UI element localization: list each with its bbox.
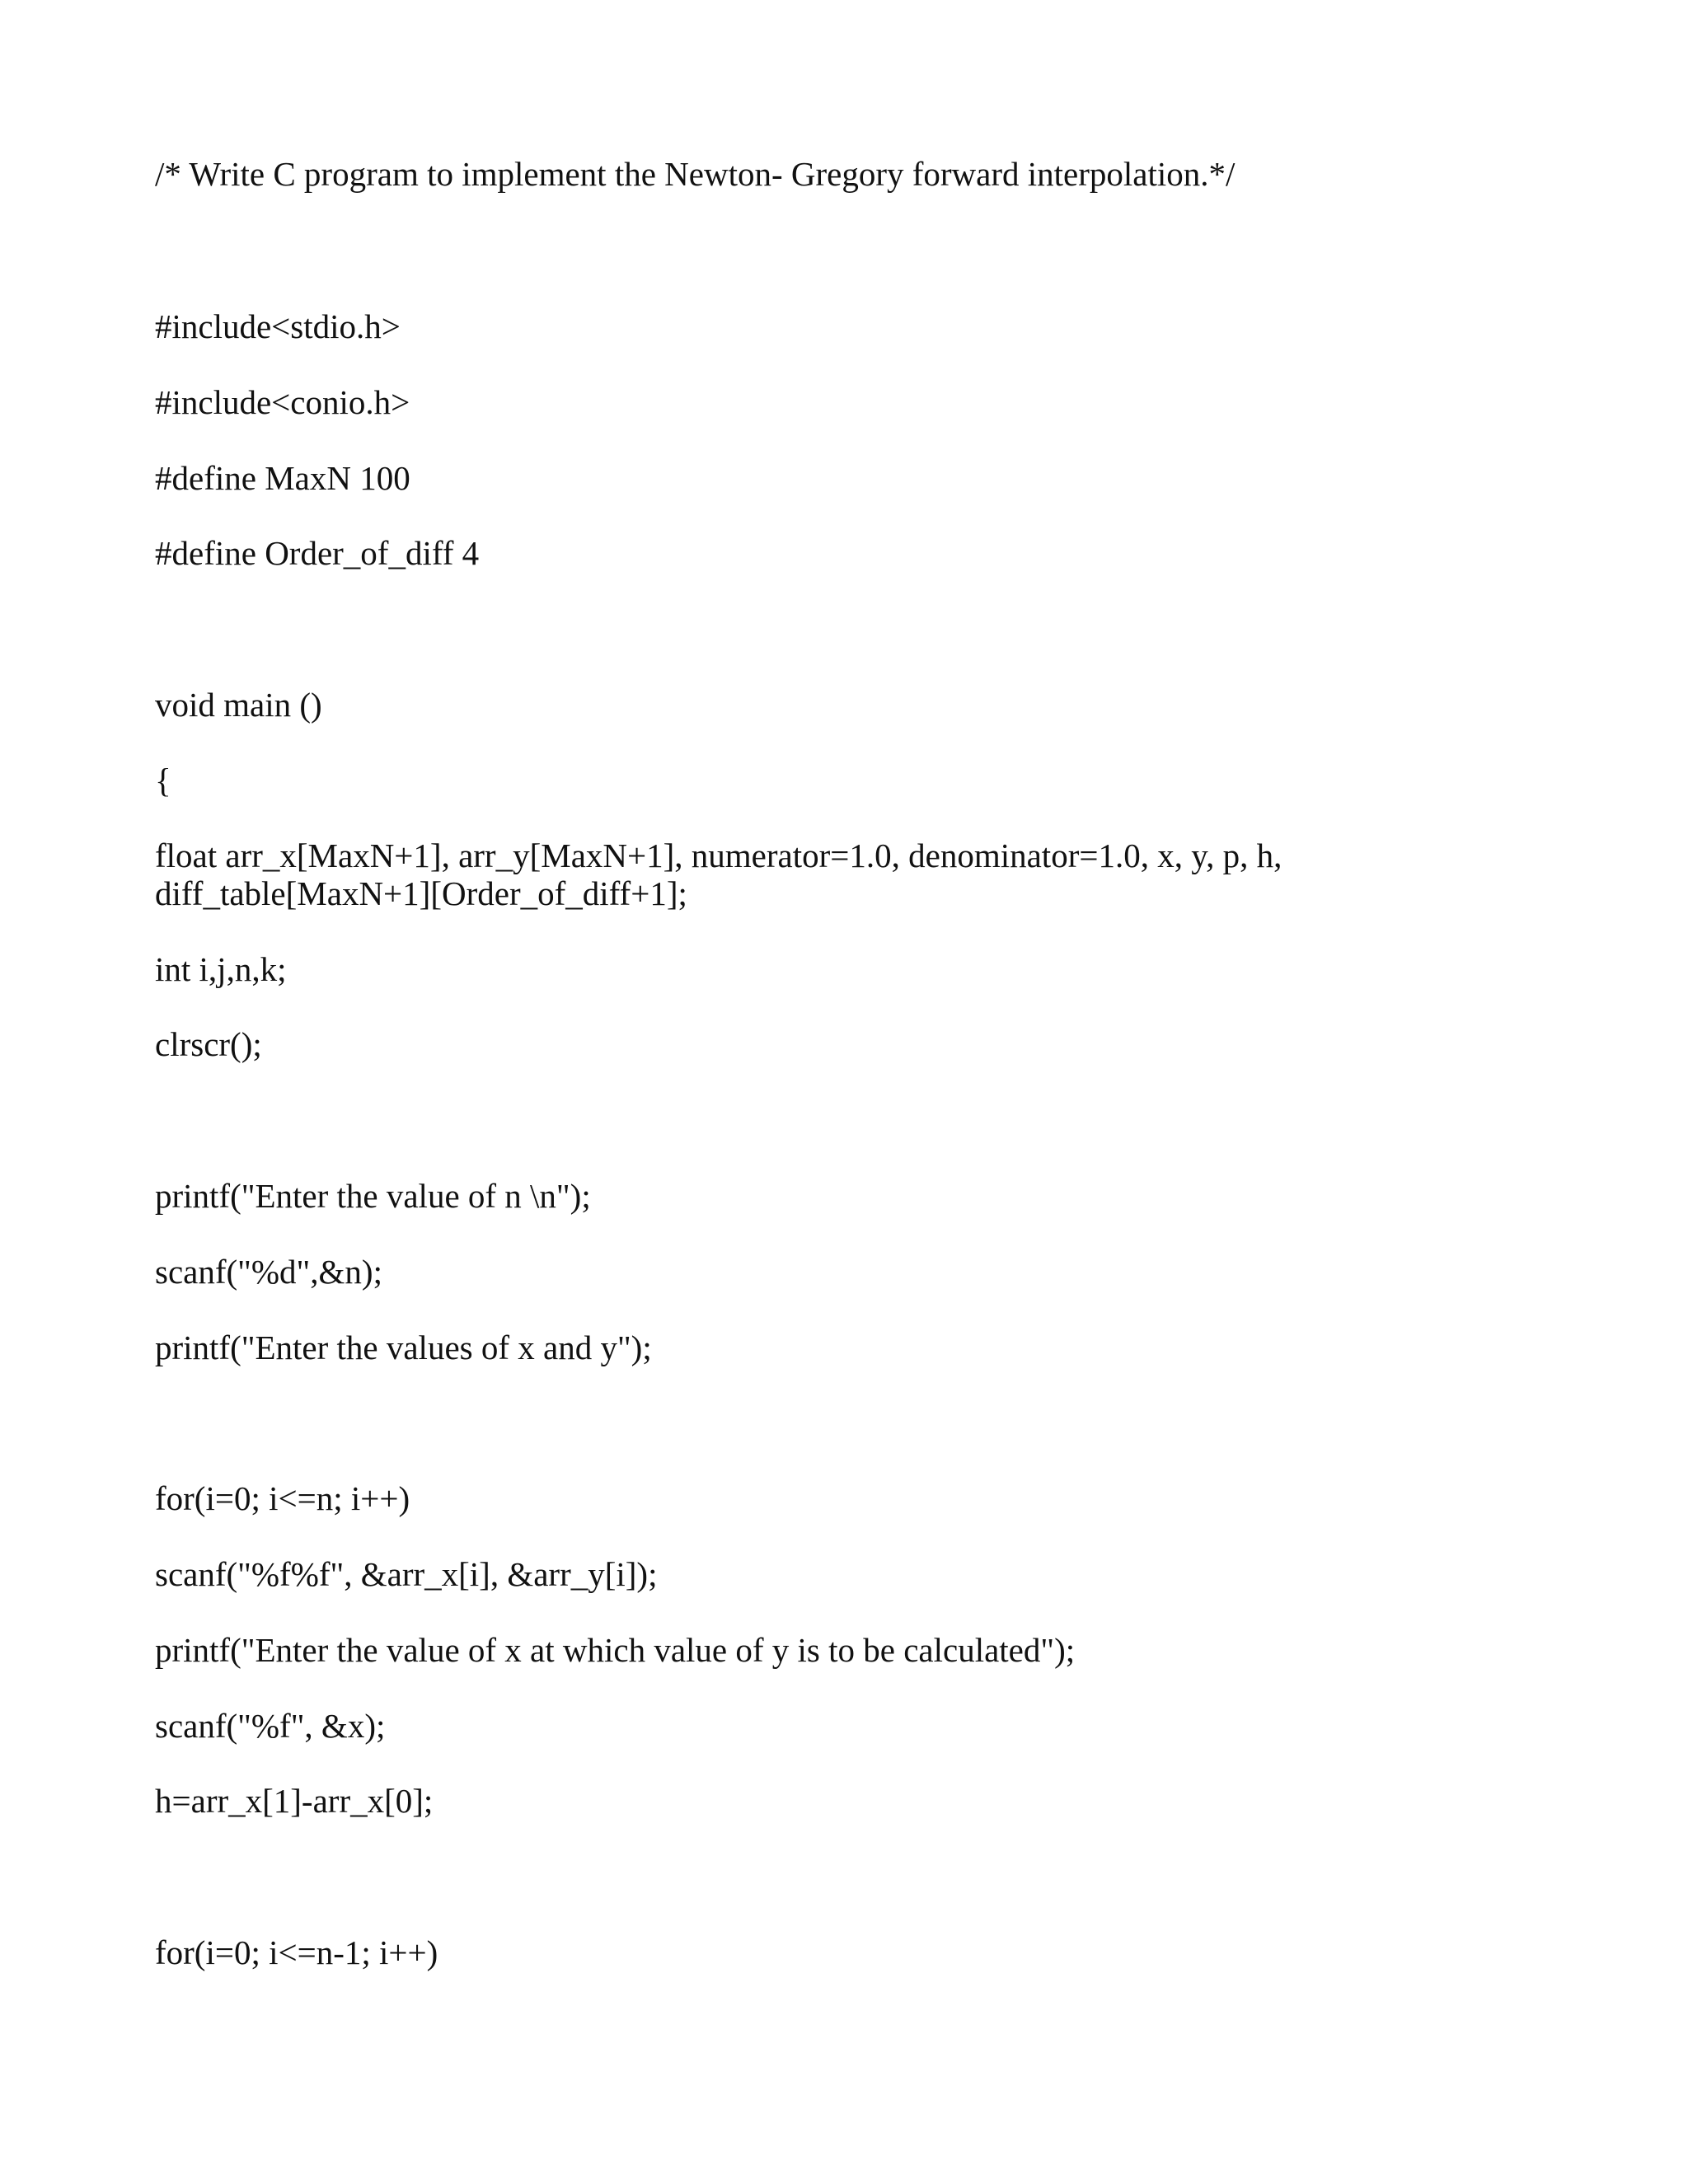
main-signature-line: void main ()	[155, 686, 322, 724]
scanf-n-line: scanf("%d",&n);	[155, 1253, 382, 1291]
float-declaration-line: float arr_x[MaxN+1], arr_y[MaxN+1], numerator=1.0, denominator=1.0, x, y, p, h,	[155, 837, 1282, 874]
printf-n-line: printf("Enter the value of n \n");	[155, 1177, 591, 1215]
comment-line: /* Write C program to implement the Newton- Gregory forward interpolation.*/	[155, 155, 1236, 193]
define-order-line: #define Order_of_diff 4	[155, 534, 480, 572]
define-maxn-line: #define MaxN 100	[155, 459, 410, 497]
int-declaration-line: int i,j,n,k;	[155, 950, 287, 988]
scanf-x-line: scanf("%f", &x);	[155, 1707, 386, 1745]
scanf-arrays-line: scanf("%f%f", &arr_x[i], &arr_y[i]);	[155, 1555, 658, 1593]
include-stdio-line: #include<stdio.h>	[155, 307, 401, 345]
printf-xy-line: printf("Enter the values of x and y");	[155, 1329, 652, 1366]
printf-x-value-line: printf("Enter the value of x at which value of y is to be calculated");	[155, 1631, 1076, 1669]
h-assignment-line: h=arr_x[1]-arr_x[0];	[155, 1782, 434, 1820]
float-declaration-cont: diff_table[MaxN+1][Order_of_diff+1];	[155, 874, 687, 912]
for-loop-diff-line: for(i=0; i<=n-1; i++)	[155, 1933, 438, 1971]
for-loop-input-line: for(i=0; i<=n; i++)	[155, 1479, 410, 1517]
include-conio-line: #include<conio.h>	[155, 383, 410, 421]
clrscr-line: clrscr();	[155, 1025, 262, 1063]
open-brace-line: {	[155, 762, 171, 799]
